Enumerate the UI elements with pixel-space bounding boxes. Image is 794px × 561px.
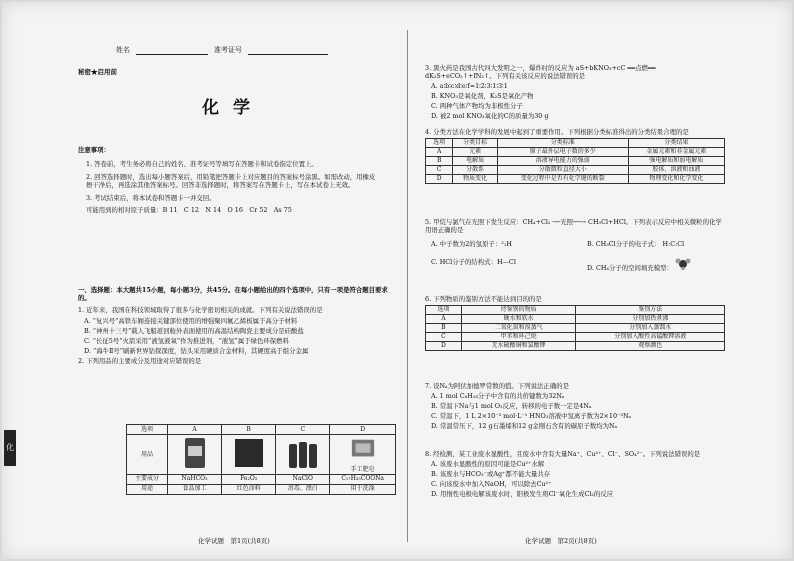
- q4-cell: 分散系: [453, 166, 498, 175]
- q6-header: 鉴别方法: [576, 306, 725, 315]
- q2-header: 选项: [127, 425, 168, 435]
- notes-heading: 注意事项：: [78, 146, 110, 154]
- q3-option: D. 被2 mol KNO₃氧化的C的质量为30 g: [431, 111, 549, 120]
- q2-cell: NaClO: [276, 474, 330, 484]
- name-row: [116, 46, 328, 55]
- q2-header: D: [330, 425, 396, 435]
- q6-cell: 观察颜色: [576, 342, 725, 351]
- q6-cell: 无水硫酸铜和氯酸钾: [461, 342, 576, 351]
- q6: [425, 295, 725, 354]
- q2-stem: 2. 下列用品的主要成分及用途对应错误的是: [78, 357, 202, 366]
- q3-option: B. KNO₃是氧化剂，K₂S是氧化产物: [431, 92, 534, 101]
- q7-option: A. 1 mol C₈H₁₈分子中含有的共价键数为32Nₐ: [431, 392, 565, 401]
- q7-option: D. 常温常压下，12 g石墨烯和12 g金刚石含有的碳原子数均为Nₐ: [431, 421, 618, 430]
- q4-header: 分类标准: [497, 139, 628, 148]
- q2-header: B: [222, 425, 276, 435]
- q4-cell: 强电解质和弱电解质: [628, 157, 724, 166]
- q2-row-label: 用途: [127, 484, 168, 494]
- q6-stem: 6. 下列物质的鉴别方法不能达到目的的是: [425, 295, 542, 303]
- q4-cell: 元素: [453, 148, 498, 157]
- electron-formula-icon: H:C:Cl: [662, 240, 685, 249]
- q4-cell: 物理变化和化学变化: [628, 175, 724, 184]
- q2-row-label: 用品: [127, 435, 168, 475]
- q6-cell: D: [426, 342, 462, 351]
- q4-header: 分类结果: [628, 139, 724, 148]
- q6-cell: 甲苯和环己烷: [461, 333, 576, 342]
- q2-cell: 食品加工: [167, 484, 221, 494]
- q7-option: C. 常温下，1 L 2×10⁻³ mol·L⁻¹ HNO₃溶液中氢离子数为2×10⁻³Nₐ: [431, 411, 632, 420]
- q4-cell: 分散微粒直径大小: [497, 166, 628, 175]
- note-item: 可能用到的相对原子质量：B 11 C 12 N 14 O 16 Cr 52 As 75: [86, 206, 292, 215]
- q2-item-caption: 手工肥皂: [350, 465, 375, 473]
- red-pigment-image: [232, 436, 266, 470]
- exam-sheet: [2, 2, 792, 559]
- q2-header: A: [167, 425, 221, 435]
- q1-option: D. “海牛Ⅱ号”刷新世界钻探深度，钻头采用硬质合金材料，其硬度高于组分金属: [84, 347, 309, 356]
- q6-cell: B: [426, 324, 462, 333]
- q2-cell: 红色涂料: [222, 484, 276, 494]
- q6-cell: 二氧化氮和溴蒸气: [461, 324, 576, 333]
- q6-header: 选项: [426, 306, 462, 315]
- page-title: 化学: [202, 98, 264, 118]
- note-item: 3. 考试结束后，将本试卷和答题卡一并交回。: [86, 193, 216, 202]
- q5-option: A. 中子数为2的氢原子：²₁H: [431, 240, 512, 249]
- q6-cell: 分别加热煮沸: [576, 315, 725, 324]
- q5-option: B. CH₃Cl分子的电子式： H:C:Cl: [587, 240, 685, 249]
- exam-no-field[interactable]: [248, 46, 328, 55]
- q8-option: B. 该废水与HCO₃⁻或Ag⁺都不能大量共存: [431, 469, 551, 478]
- section-1: [78, 286, 388, 368]
- q4-cell: B: [426, 157, 453, 166]
- q3-stem: 3. 黑火药是我国古代四大发明之一，爆炸时的反应为 aS+bKNO₃+cC ══点燃══ dK₂S+eCO₂↑+fN₂↑。下列有关该反应的说法错误的是: [425, 64, 656, 81]
- name-label: 姓名: [116, 46, 130, 54]
- q4-cell: 变化过程中是否有化学键的断裂: [497, 175, 628, 184]
- q6-header: 待鉴别的物质: [461, 306, 576, 315]
- notes: [78, 146, 378, 219]
- q6-cell: A: [426, 315, 462, 324]
- section-intro: 一、选择题：本大题共15小题，每小题3分，共45分。在每小题给出的四个选项中，只有一项是符合题目要求的。: [78, 286, 388, 303]
- q3-option: A. a∶b∶c∶d∶e∶f=1∶2∶3∶1∶3∶1: [431, 82, 508, 91]
- q8-option: D. 用惰性电极电解该废水时，阳极发生将Cl⁻氧化生成Cl₂的反应: [431, 489, 614, 498]
- q5-option: C. HCl分子的结构式：H—Cl: [431, 258, 516, 267]
- q8-stem: 8. 经检测，某工业废水显酸性，且废水中含有大量Na⁺、Cu²⁺、Cl⁻、SO₄²⁻。下列说法错误的是: [425, 450, 701, 458]
- q6-cell: 分别加入蒸馏水: [576, 324, 725, 333]
- q3: [425, 64, 725, 122]
- q1-option: A. “复兴号”高铁车厢连接关键部位使用的增强聚四氟乙烯板属于高分子材料: [84, 316, 298, 325]
- q1-option: C. “长征5号”火箭采用“液氢液氧”作为推进剂，“液氢”属于绿色环保燃料: [84, 336, 289, 345]
- soap-image: [346, 436, 380, 462]
- q2-cell: C₁₇H₃₅COONa: [330, 474, 396, 484]
- q7: [425, 382, 725, 431]
- q4-header: 分类目标: [453, 139, 498, 148]
- q2-cell: NaHCO₃: [167, 474, 221, 484]
- page-divider: [407, 30, 408, 542]
- q2-header: C: [276, 425, 330, 435]
- q4-cell: 电解质: [453, 157, 498, 166]
- note-item: 1. 答卷前，考生务必将自己的姓名、准考证号等填写在答题卡和试卷指定位置上。: [86, 160, 318, 169]
- q8-option: C. 向该废水中加入NaOH，可以除去Cu²⁺: [431, 479, 552, 488]
- q4: [425, 128, 725, 187]
- left-page: [78, 2, 388, 559]
- q7-stem: 7. 设Nₐ为阿伏加德罗常数的值。下列说法正确的是: [425, 382, 569, 390]
- exam-no-label: 准考证号: [214, 46, 242, 54]
- q5-option: D. CH₄分子的空间填充模型：: [581, 258, 691, 272]
- q3-option: C. 两种气体产物均为非极性分子: [431, 101, 523, 110]
- q5: [425, 218, 725, 274]
- q4-header: 选项: [426, 139, 453, 148]
- q4-cell: 原子最外层电子数的多少: [497, 148, 628, 157]
- q2-table: [126, 424, 396, 495]
- q2-cell: Fe₂O₃: [222, 474, 276, 484]
- q4-cell: 物质变化: [453, 175, 498, 184]
- q8: [425, 450, 725, 499]
- note-item: 2. 回答选择题时，选出每小题答案后，用铅笔把答题卡上对应题目的答案标号涂黑。如需改动，用橡皮擦干净后，再选涂其他答案标号。回答非选择题时，将答案写在答题卡上，写在本试卷上无效。: [86, 172, 376, 190]
- q4-cell: 溶液导电能力的强弱: [497, 157, 628, 166]
- q6-cell: 硬水和软水: [461, 315, 576, 324]
- right-page: [425, 2, 725, 559]
- q4-cell: D: [426, 175, 453, 184]
- q6-cell: C: [426, 333, 462, 342]
- q5-stem: 5. 甲烷与氯气在光照下发生反应：CH₄+Cl₂ ──光照──→ CH₃Cl+HCl。下列表示反应中相关微粒的化学用语正确的是: [425, 218, 722, 235]
- q2-cell: 用于洗涤: [330, 484, 396, 494]
- q4-stem: 4. 分类方法在化学学科的发展中起到了重要作用。下列根据分类标准得出的分类结果合理的是: [425, 128, 689, 136]
- space-filling-model-icon: [675, 258, 691, 270]
- baking-soda-bag-image: [178, 436, 212, 470]
- secret-mark: 秘密★启用前: [78, 68, 117, 76]
- name-field[interactable]: [136, 46, 208, 55]
- q1-stem: 1. 近年来，我国在科技领域取得了很多与化学密切相关的成就。下列有关说法错误的是: [78, 306, 323, 315]
- q1-option: B. “神州十三号”载人飞船返回舱外表面使用的高温结构陶瓷主要成分是硅酸盐: [84, 326, 304, 335]
- q7-option: B. 常温下Na与1 mol O₂反应，转移的电子数一定是4Nₐ: [431, 401, 592, 410]
- q4-cell: 金属元素和非金属元素: [628, 148, 724, 157]
- q8-option: A. 该废水显酸性的原因可能是Cu²⁺水解: [431, 460, 545, 469]
- footer-left: 化学试题 第1页(共8页): [198, 536, 270, 545]
- side-tab: 化: [4, 430, 16, 466]
- q6-cell: 分别加入酸性高锰酸钾溶液: [576, 333, 725, 342]
- bleach-bottles-image: [286, 436, 320, 470]
- q2-cell: 消毒、漂白: [276, 484, 330, 494]
- q4-cell: A: [426, 148, 453, 157]
- q2-row-label: 主要成分: [127, 474, 168, 484]
- footer-right: 化学试题 第2页(共8页): [525, 536, 597, 545]
- q4-cell: C: [426, 166, 453, 175]
- q4-table: [425, 138, 725, 184]
- q6-table: [425, 305, 725, 351]
- q4-cell: 胶体、溶液和浊液: [628, 166, 724, 175]
